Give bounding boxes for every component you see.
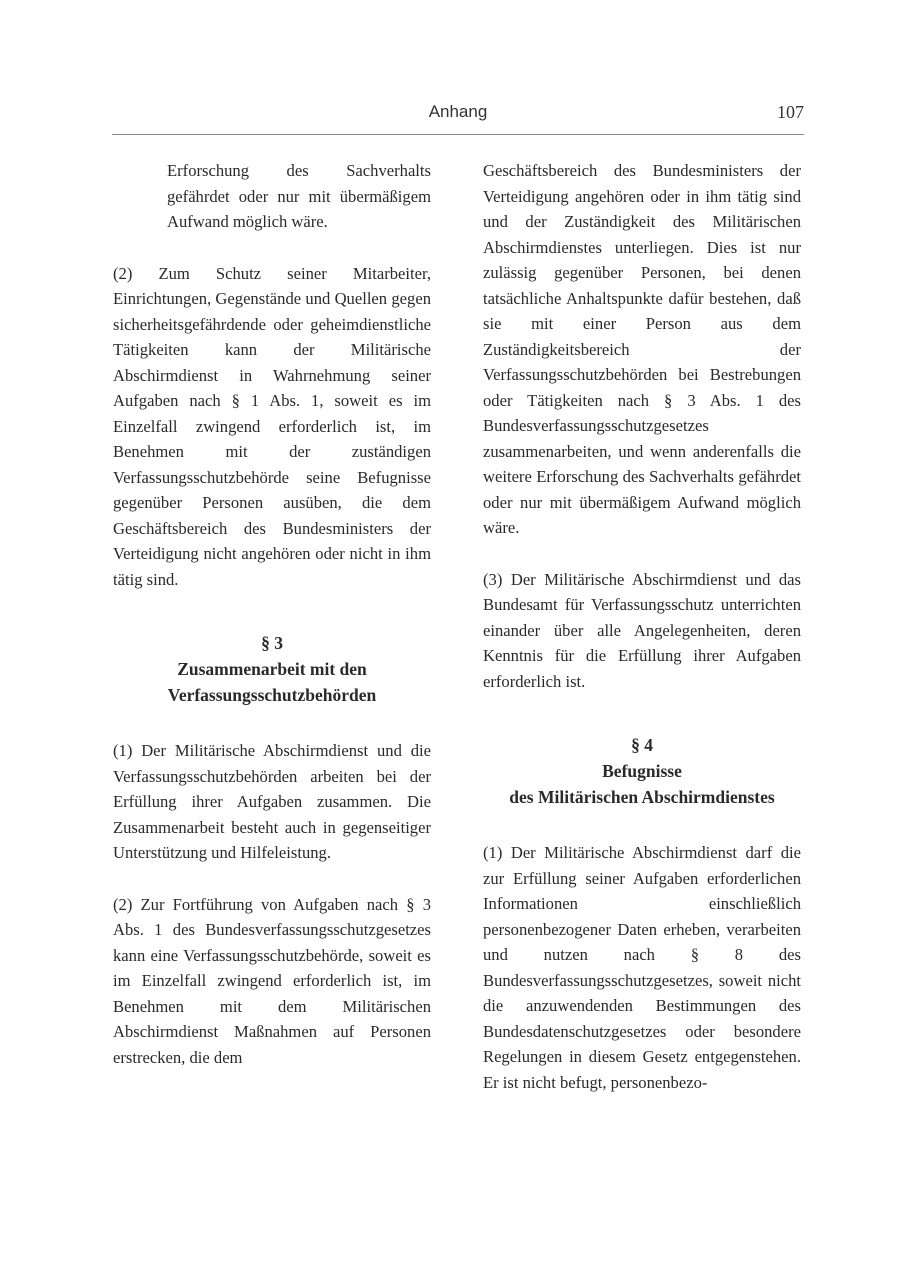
running-title: Anhang xyxy=(428,102,488,121)
section-4-paragraph-1: (1) Der Militärische Abschirmdienst darf die zur Erfüllung seiner Aufgaben erforderlichen Informationen einschließlich personenbezogener Daten erheben, verarbeiten und nutzen nach § 8 des Bundesverfassungsschutzgesetzes, soweit nicht die anzuwendenden Bestimmungen des Bundesdatenschutzgesetzes oder besondere Regelungen in diesem Gesetz entgegenstehen. Er ist nicht befugt, personenbezo- xyxy=(483,843,801,1092)
section-3-paragraph-2: (2) Zur Fortführung von Aufgaben nach § 3 Abs. 1 des Bundesverfassungsschutzgesetzes kann eine Verfassungsschutzbehörde, soweit es im Einzelfall zwingend erforderlich ist, im Benehmen mit dem Militärischen Abschirmdienst Maßnahmen auf Personen erstrecken, die dem xyxy=(113,894,431,1067)
header-rule xyxy=(112,134,804,135)
section-3-paragraph-3: (3) Der Militärische Abschirmdienst und das Bundesamt für Verfassungsschutz unterrichten einander über alle Angelegenheiten, deren Kenntnis für die Erfüllung ihrer Aufgaben erforderlich ist. xyxy=(483,569,801,691)
page-header xyxy=(112,98,804,138)
section-3-paragraph-1: (1) Der Militärische Abschirmdienst und die Verfassungsschutzbehörden arbeiten bei der Erfüllung ihrer Aufgaben zusammen. Die Zusammenarbeit besteht auch in gegenseitiger Unterstützung und Hilfeleistung. xyxy=(113,741,431,862)
continuation-paragraph: Erforschung des Sachverhalts gefährdet oder nur mit übermäßigem Aufwand möglich wäre. xyxy=(167,161,431,231)
section-title-line-2: Verfassungsschutzbehörden xyxy=(167,685,377,705)
section-title-line-1: Zusammenarbeit mit den xyxy=(177,659,367,679)
section-title-line-2: des Militärischen Abschirmdienstes xyxy=(509,787,775,807)
section-number: § 3 xyxy=(261,633,283,653)
right-column xyxy=(483,158,801,1121)
continuation-paragraph: Geschäftsbereich des Bundesministers der Verteidigung angehören oder in ihm tätig sind und der Zuständigkeit des Militärischen Abschirmdienstes unterliegen. Dies ist nur zulässig gegenüber Personen, bei denen tatsächliche Anhaltspunkte dafür bestehen, daß sie mit einer Person aus dem Zuständigkeitsbereich der Verfassungsschutzbehörden bei Bestrebungen oder Tätigkeiten nach § 3 Abs. 1 des Bundesverfassungsschutzgesetzes zusammenarbeiten, und wenn anderenfalls die weitere Erforschung des Sachverhalts gefährdet oder nur mit übermäßigem Aufwand möglich wäre. xyxy=(483,161,801,537)
section-3-heading xyxy=(113,630,431,708)
section-4-heading xyxy=(483,732,801,810)
left-column xyxy=(113,158,431,1096)
section-number: § 4 xyxy=(631,735,653,755)
page-number: 107 xyxy=(777,102,804,122)
paragraph-2-protection: (2) Zum Schutz seiner Mitarbeiter, Einrichtungen, Gegenstände und Quellen gegen sicherheitsgefährdende oder geheimdienstliche Tätigkeiten kann der Militärische Abschirmdienst in Wahrnehmung seiner Aufgaben nach § 1 Abs. 1, soweit es im Einzelfall zwingend erforderlich ist, im Benehmen mit der zuständigen Verfassungsschutzbehörde seine Befugnisse gegenüber Personen ausüben, die dem Geschäftsbereich des Bundesministers der Verteidigung nicht angehören oder nicht in ihm tätig sind. xyxy=(113,263,431,589)
section-title-line-1: Befugnisse xyxy=(602,761,682,781)
